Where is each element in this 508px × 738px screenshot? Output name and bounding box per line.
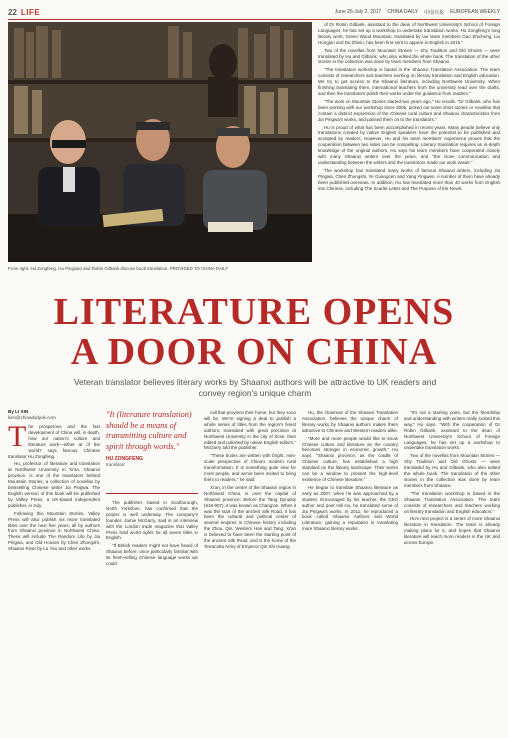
byline — [8, 409, 98, 421]
paragraph: "More and more people would like to know Chinese culture and literature as the country becomes stronger in economic growth," Hu says. "Shaanxi province, as the cradle of Chinese culture, has established a high standard on the literary landscape. Their works can be a window to present the high-level existence of Chinese literature." — [302, 435, 398, 482]
pull-quote-name: HU ZONGFENG — [106, 456, 143, 462]
headline-line-1: LITERATURE OPENS — [53, 291, 455, 333]
paragraph: of Dr Robin Gilbank, assistant to the dean of Northwest University's School of Foreign Languages, he has set up a workshop to undertake translation works. Hu Zongfeng's long literary work, Green Wood Mountain, translated by our team members Gao Shicheng, Liu Hongjun and Du Zhixin, has been first sent to appear in English in 2016." — [318, 22, 500, 45]
paragraph: "The translation workshop is based in the Shaanxi Translation Association. The team consists of researchers and teachers working on literary translation and English education. We try to get access to the Shaanxi literature, including Northwest University. When finishing translating them, international teachers from the university read over the drafts, and then the translators polish their works under the guidance from readers." — [318, 67, 500, 96]
paper-name-cn: 中国日报 — [424, 9, 445, 16]
paragraph: Following this Mountain Stories, Valley Press will also publish six more translated titles over the next five years, all by authors from Shaanxi province in Northwest China. These will include The Random Life by Jia Pingwa, and Old Houses by Chen Zhongshi, Shaanxi River by Lu Yao and other works. — [8, 510, 100, 552]
issue-date: June 26-July 2, 2017 — [334, 8, 382, 15]
photo-caption — [8, 266, 312, 271]
right-column-text — [318, 22, 500, 286]
lead-paragraph — [8, 424, 100, 459]
paragraph: Hu's next project is a series of more Shaanxi literature in translation. The team is already making plans for it, and hopes that Shaanxi literature will reach more readers in the UK and across Europe. — [404, 516, 500, 546]
page-header — [8, 6, 500, 18]
article-photo — [8, 22, 312, 262]
caption-text: From right: Hu Zongfeng, Hu Pingxiao and Robin Gilbank discuss book translation. — [8, 266, 169, 271]
paragraph: "It's not a starting point, but the friendship and understanding with writers really looked this way," Hu says. "With the cooperation of Dr Robin Gilbank, assistant to the dean of Northwest University's School of Foreign Languages, he has set up a workshop to undertake translation works. — [404, 410, 500, 451]
body-column-3 — [204, 410, 296, 660]
pull-quote-rule — [106, 493, 198, 494]
body-column-1 — [8, 424, 100, 662]
drop-cap: T — [8, 424, 27, 453]
paragraph: Hu, the chairman of the Shaanxi Translation Association, believes the unique charm of literary works by Shaanxi authors makes them attractive to Chinese and Western readers alike. — [302, 410, 398, 433]
paragraph: The publisher, based in Scarborough, North Yorkshire, has confirmed that the project is well underway. The company's founder, Jamie McGarry, said in an interview with the London trade magazine that Valley Press hold world rights for all seven titles in English. — [106, 500, 198, 541]
pull-quote-text: "It (literature translation) should be a means of transmitting culture and spirit through words." — [106, 410, 192, 451]
body-column-2 — [106, 500, 198, 738]
article-standfirst: Veteran translator believes literary works by Shaanxi authors will be attractive to UK readers and convey region's unique charm — [73, 377, 437, 398]
paragraph: The workshop has translated many works of famous Shaanxi writers, including Jia Pingwa, Chen Zhongshi, Ye Guangcen and Yang Yingwen. A number of them have already been published overseas. In addition, Hu has translated more than 40 works from English into Chinese, including The Scarlet Letter and The Purpose of the Novel. — [318, 167, 500, 191]
article-headline — [8, 292, 500, 372]
header-rule — [8, 19, 500, 20]
paragraph: "These books are written with bright, mini-scale perspective of China's modern rural transformation. It is something quite new for most people, and we've been invited to bring them to readers," he said. — [204, 453, 296, 482]
paragraph: Two of the novellas from Mountain Stories — Shy Tradition and Old Ghosts — were translated by Hu and Gilbank, who also edited the whole book. The translation of the other stories in the collection was done by team members from Shaanxi. — [318, 47, 500, 65]
translators-photo-illustration — [8, 22, 312, 262]
paragraph: "The translation workshop is based in the Shaanxi Translation Association. The team consists of researchers and teachers working on literary translation and English education." — [404, 490, 500, 514]
byline-author: By LI XIN — [8, 409, 29, 414]
pull-quote — [106, 410, 198, 494]
paragraph: Hu, professor of literature and translation at Northwest University in Xi'an, Shaanxi province, is one of the translators behind Mountain Stories, a collection of novellas by bestselling Chinese writer Jia Pingwa. The English version of this book will be published by Valley Press, a UK-based independent publisher, in July. — [8, 461, 100, 508]
paragraph: Xi'an, in the center of the Shaanxi region in Northwest China, is over the capital of Shaanxi province. Before the Tang Dynasty (618-907), it was known as Chang'an. When it was the start of the ancient Silk Road, it has been the cultural and political center of several empires in Chinese history including the Zhou, Qin, Western Han and Tang. Xi'an is believed to have been the starting point of the ancient Silk Road, and is the home of the Terracotta Army of Emperor Qin Shi Huang. — [204, 484, 296, 549]
section-name: LIFE — [20, 7, 41, 17]
edition-name: EUROPEAN WEEKLY — [450, 8, 500, 15]
body-column-5 — [404, 410, 500, 660]
page-number: 22 — [8, 7, 17, 17]
paragraph: "If British readers might not have heard of Shaanxi before, once particularly familiar with its fresh-selling Chinese language works we could — [106, 543, 198, 567]
paragraph: call that province their home, but they soon will be. We're signing a deal to publish a whole series of titles from the region's finest authors, translated with great precision at Northwest University in the city of Xi'an, then edited and polished by native English editors," McGarry told the publisher. — [204, 410, 296, 451]
paper-name: CHINA DAILY — [387, 8, 419, 15]
paragraph: Two of the novellas from Mountain Stories — Shy Tradition and Old Ghosts — were translated by Hu and Gilbank, who also edited the whole book. The translation of the other stories in the collection was done by team members from Shaanxi. — [404, 453, 500, 488]
paragraph: He began to translate Shaanxi literature as early as 2007, when he was approached by a student. Encouraged by his teacher, the CEO author and poet Hill Hu, he translated some of Jia Pingwa's works. In 2011, he reproduced a book called Shaanxi Authors and World Literature, gaining a reputation in translating more Shaanxi literary works. — [302, 484, 398, 532]
headline-line-2: A DOOR ON CHINA — [70, 331, 438, 373]
photo-credit: PROVIDED TO CHINA DAILY — [169, 266, 229, 271]
masthead-info — [335, 9, 500, 16]
paragraph: Hu is proud of what has been accomplished in recent years. Many people believe only translations created by native English speakers have the potential to be published and accepted by readers. However, Hu and his team members' experience proves that the cooperation between two sides can be compelling. Literary translation requires an in-depth knowledge of the original authors. Hu says his team members have cooperated closely with many Shaanxi writers over the years, and "the close communication and understanding between the writers and the translators made our work easier." — [318, 124, 500, 165]
pull-quote-role: translator — [106, 462, 125, 467]
byline-email: lixin@chinadailyuk.com — [8, 415, 56, 420]
lead-text: he prosperous and the fast development of China will, in depth, how our nation's culture and literature work—either at of the world? says famous Chinese translator Hu Zongfeng. — [8, 424, 100, 459]
body-column-4 — [302, 410, 398, 660]
paragraph: "The work on Mountain Stories started two years ago," Hu recalls. "Dr Gilbank, who has been working with our workshop since 2006, picked out some short stories or novellas that contain a distinct expression of the Chinese rural culture and Shaanxi characteristics from Jia Pingwa's works, and passed them on to the translators." — [318, 98, 500, 122]
